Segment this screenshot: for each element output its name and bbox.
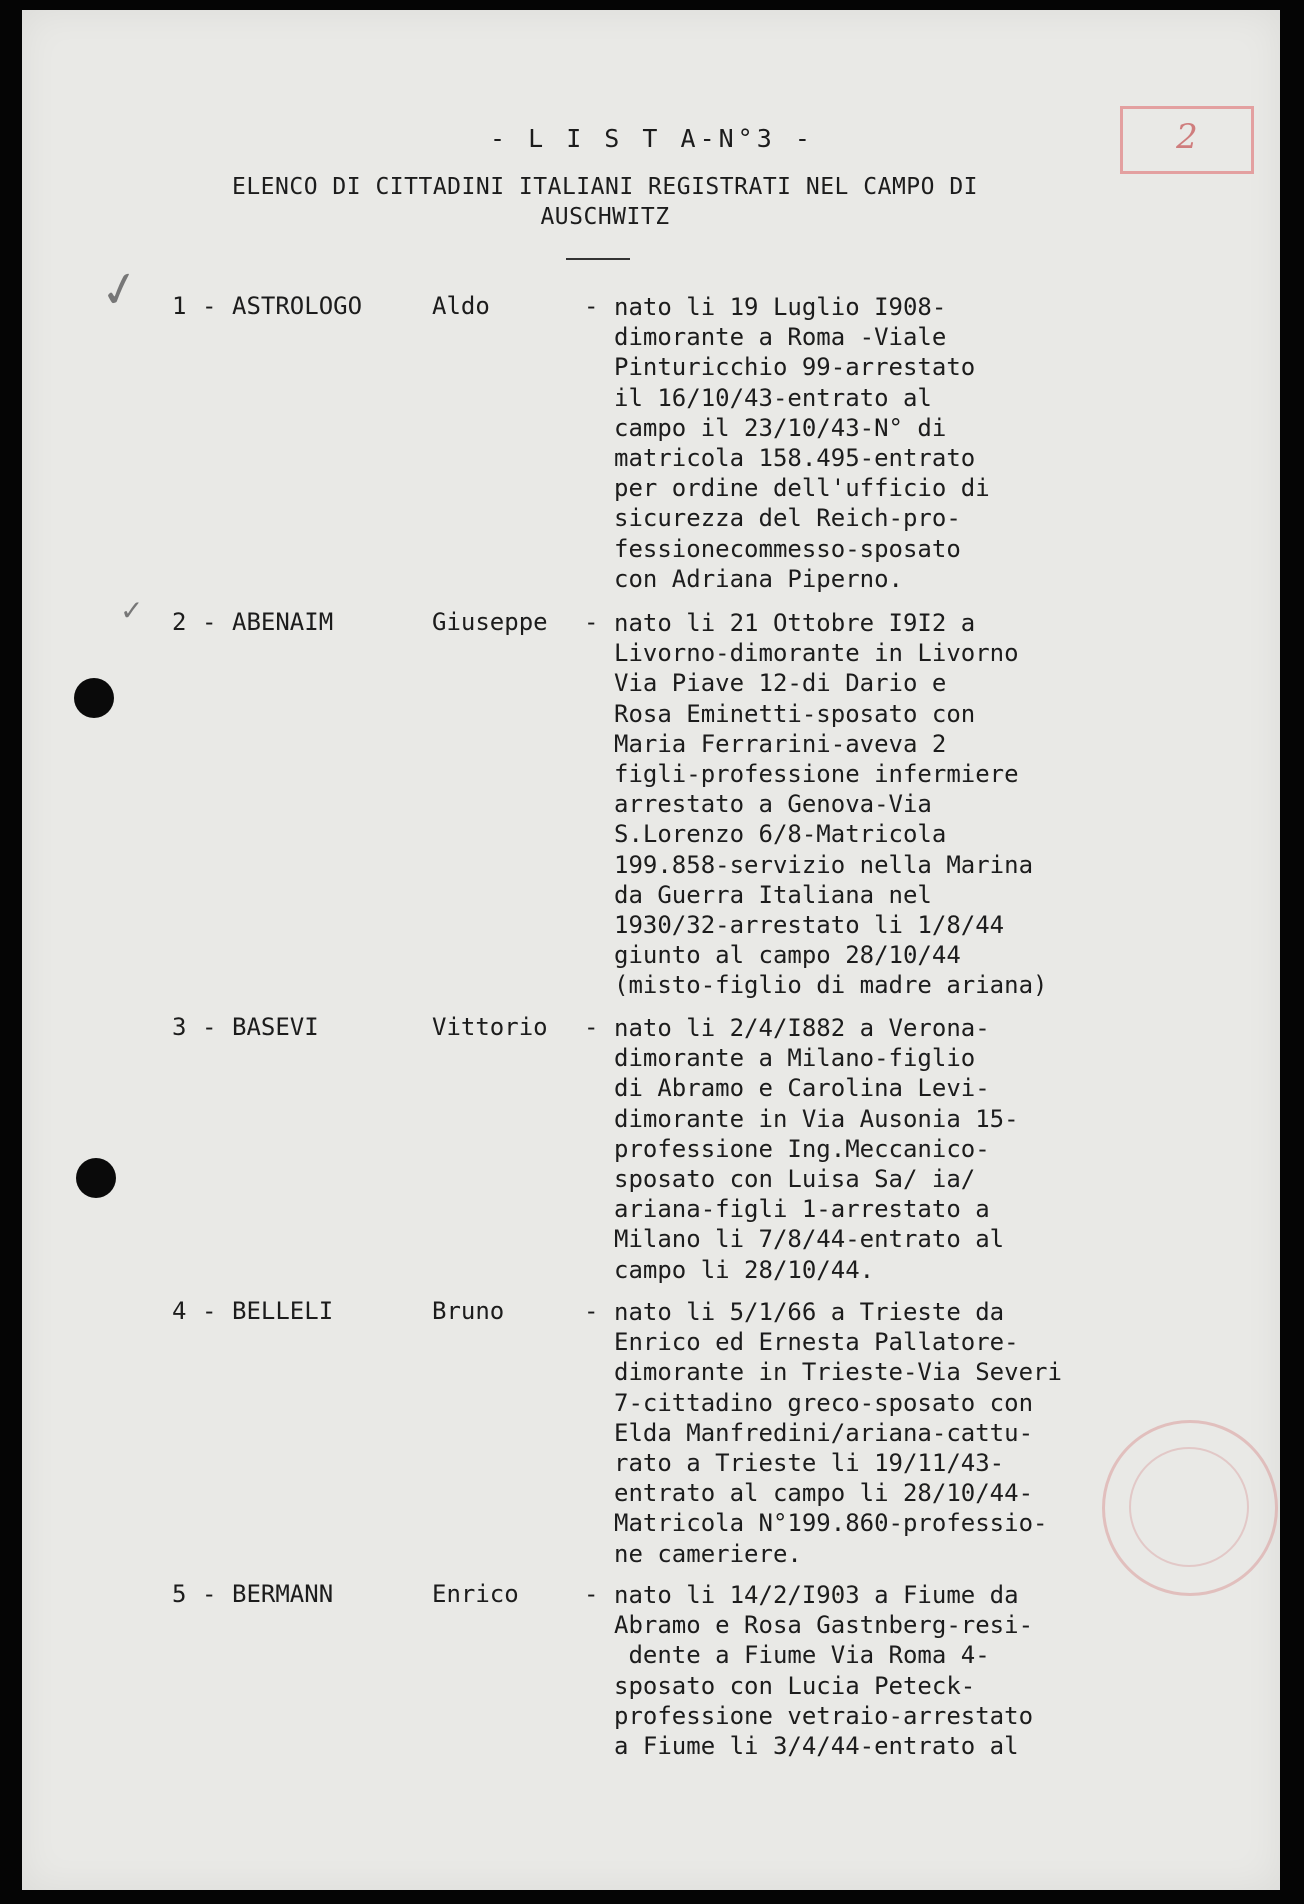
detail-line: professione Ing.Meccanico- xyxy=(614,1134,990,1163)
detail-line: Maria Ferrarini-aveva 2 xyxy=(614,729,947,758)
entry-separator: - xyxy=(584,1013,599,1041)
detail-line: dimorante in Via Ausonia 15- xyxy=(614,1104,1019,1133)
entry-separator: - xyxy=(584,292,599,320)
entry-number: 4 xyxy=(172,1297,187,1325)
detail-line: nato li 19 Luglio I908- xyxy=(614,293,947,321)
detail-line: dente a Fiume Via Roma 4- xyxy=(614,1641,990,1670)
check-mark-icon: ✓ xyxy=(94,258,146,322)
detail-line: S.Lorenzo 6/8-Matricola xyxy=(614,820,947,849)
detail-line: sicurezza del Reich-pro- xyxy=(614,504,961,533)
detail-line: sposato con Luisa Sa/ ia/ xyxy=(614,1164,976,1193)
page-number-stamp: 2 xyxy=(1120,106,1254,174)
detail-line: da Guerra Italiana nel xyxy=(614,880,932,909)
tick-mark-icon: ✓ xyxy=(120,594,144,627)
detail-line: Rosa Eminetti-sposato con xyxy=(614,699,976,728)
detail-line: Abramo e Rosa Gastnberg-resi- xyxy=(614,1611,1034,1640)
detail-line: dimorante in Trieste-Via Severi xyxy=(614,1358,1062,1387)
entry-surname: ASTROLOGO xyxy=(232,292,363,320)
entry-details xyxy=(614,1297,1062,1569)
detail-line: campo il 23/10/43-N° di xyxy=(614,413,947,442)
punch-hole-top xyxy=(74,678,114,718)
detail-line: Livorno-dimorante in Livorno xyxy=(614,639,1019,668)
entry-number: 1 xyxy=(172,292,187,320)
detail-line: 199.858-servizio nella Marina xyxy=(614,850,1034,879)
entry-number: 2 xyxy=(172,608,187,636)
detail-line: arrestato a Genova-Via xyxy=(614,790,932,819)
detail-line: matricola 158.495-entrato xyxy=(614,443,976,472)
detail-line: nato li 2/4/I882 a Verona- xyxy=(614,1014,990,1042)
entry-given-name: Enrico xyxy=(432,1580,519,1608)
subtitle-line-2: AUSCHWITZ xyxy=(540,204,670,230)
entry-surname: BERMANN xyxy=(232,1580,334,1608)
detail-line: figli-professione infermiere xyxy=(614,759,1019,788)
detail-line: sposato con Lucia Peteck- xyxy=(614,1671,976,1700)
detail-line: Elda Manfredini/ariana-cattu- xyxy=(614,1418,1034,1447)
detail-line: Enrico ed Ernesta Pallatore- xyxy=(614,1328,1019,1357)
entry-details xyxy=(614,608,1047,1000)
detail-line: nato li 21 Ottobre I9I2 a xyxy=(614,609,976,637)
entry-number: 3 xyxy=(172,1013,187,1041)
detail-line: dimorante a Roma -Viale xyxy=(614,323,947,352)
subtitle-line-1: ELENCO DI CITTADINI ITALIANI REGISTRATI NEL CAMPO DI xyxy=(231,174,979,200)
detail-line: 7-cittadino greco-sposato con xyxy=(614,1388,1034,1417)
detail-line: Matricola N°199.860-professio- xyxy=(614,1509,1048,1538)
entry-given-name: Vittorio xyxy=(432,1013,548,1041)
detail-line: dimorante a Milano-figlio xyxy=(614,1044,976,1073)
entry-separator: - xyxy=(584,1297,599,1325)
entry-given-name: Bruno xyxy=(432,1297,505,1325)
detail-line: ariana-figli 1-arrestato a xyxy=(614,1195,990,1224)
punch-hole-bottom xyxy=(76,1158,116,1198)
detail-line: di Abramo e Carolina Levi- xyxy=(614,1074,990,1103)
detail-line: Pinturicchio 99-arrestato xyxy=(614,353,976,382)
entry-separator: - xyxy=(202,608,217,636)
entry-given-name: Aldo xyxy=(432,292,490,320)
entry-details xyxy=(614,1580,1033,1761)
entry-surname: BELLELI xyxy=(232,1297,334,1325)
detail-line: entrato al campo li 28/10/44- xyxy=(614,1479,1034,1508)
detail-line: Milano li 7/8/44-entrato al xyxy=(614,1225,1005,1254)
circular-stamp xyxy=(1102,1420,1278,1596)
entry-separator: - xyxy=(202,1580,217,1608)
entry-details xyxy=(614,1013,1019,1285)
detail-line: per ordine dell'ufficio di xyxy=(614,474,990,503)
detail-line: professione vetraio-arrestato xyxy=(614,1701,1034,1730)
detail-line: campo li 28/10/44. xyxy=(614,1255,875,1284)
detail-line: il 16/10/43-entrato al xyxy=(614,383,932,412)
entry-given-name: Giuseppe xyxy=(432,608,548,636)
detail-line: nato li 5/1/66 a Trieste da xyxy=(614,1298,1005,1326)
detail-line: nato li 14/2/I903 a Fiume da xyxy=(614,1581,1019,1609)
document-subtitle xyxy=(185,172,1025,232)
entry-separator: - xyxy=(584,608,599,636)
title-divider xyxy=(566,258,630,260)
detail-line: ne cameriere. xyxy=(614,1539,802,1568)
detail-line: giunto al campo 28/10/44 xyxy=(614,941,961,970)
detail-line: a Fiume li 3/4/44-entrato al xyxy=(614,1731,1019,1760)
entry-details xyxy=(614,292,990,594)
entry-number: 5 xyxy=(172,1580,187,1608)
document-title: - L I S T A-N°3 - xyxy=(490,124,814,153)
entry-separator: - xyxy=(584,1580,599,1608)
entry-separator: - xyxy=(202,292,217,320)
detail-line: con Adriana Piperno. xyxy=(614,564,903,593)
detail-line: (misto-figlio di madre ariana) xyxy=(614,971,1048,1000)
detail-line: Via Piave 12-di Dario e xyxy=(614,669,947,698)
entry-separator: - xyxy=(202,1013,217,1041)
entry-separator: - xyxy=(202,1297,217,1325)
detail-line: 1930/32-arrestato li 1/8/44 xyxy=(614,910,1005,939)
detail-line: rato a Trieste li 19/11/43- xyxy=(614,1448,1005,1477)
entry-surname: ABENAIM xyxy=(232,608,334,636)
entry-surname: BASEVI xyxy=(232,1013,319,1041)
detail-line: fessionecommesso-sposato xyxy=(614,534,961,563)
